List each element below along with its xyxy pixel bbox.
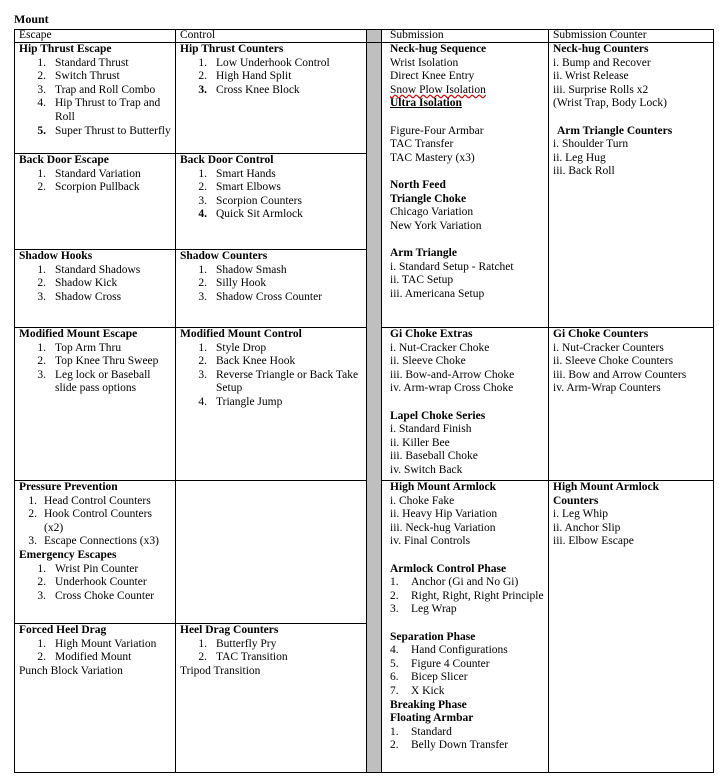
- list-item: 3. Scorpion Counters: [198, 194, 302, 207]
- list-item: 3. Escape Connections (x3): [28, 535, 159, 548]
- list-item: ii. Killer Bee: [390, 436, 450, 449]
- list-item: TAC Mastery (x3): [390, 151, 475, 164]
- list-item: 3. Shadow Cross: [37, 290, 122, 303]
- section-title: Floating Armbar: [390, 712, 474, 725]
- list-item: 1. Standard Shadows: [37, 263, 141, 276]
- list-item: 2. Hook Control Counters (x2): [28, 508, 152, 534]
- list-item: 1. Low Underhook Control: [198, 56, 330, 69]
- list-item: 1. Head Control Counters: [28, 494, 151, 507]
- list-item: 6. Bicep Slicer: [390, 671, 468, 684]
- cell-counter-neck-hug: [549, 43, 713, 327]
- list-item: 2. Switch Thrust: [37, 70, 120, 83]
- list-item: 5. Figure 4 Counter: [390, 657, 490, 670]
- cell-heel-drag-counters: [176, 624, 366, 772]
- header-submission-counter: Submission Counter: [553, 29, 647, 41]
- section-title: Breaking Phase: [390, 698, 467, 711]
- section-title: Back Door Control: [180, 154, 274, 166]
- section-title: Shadow Counters: [180, 250, 268, 262]
- section-title: High Mount Armlock: [390, 481, 497, 493]
- list-item: ii. Leg Hug: [553, 151, 606, 164]
- list-item: TAC Transfer: [390, 138, 454, 151]
- header-submission: Submission: [390, 29, 444, 41]
- list-item: 1. Shadow Smash: [198, 263, 287, 276]
- list-item: Wrist Isolation: [390, 56, 459, 69]
- list-item: 3. Leg lock or Baseball slide pass options: [37, 368, 151, 395]
- list-item: 1. Anchor (Gi and No Gi): [390, 576, 519, 589]
- list-item: 2. TAC Transition: [198, 651, 288, 664]
- list-item: iii. Elbow Escape: [553, 535, 634, 548]
- list-item: iii. Surprise Rolls x2: [553, 83, 649, 96]
- cell-hip-thrust-escape: [15, 43, 175, 153]
- section-title: Modified Mount Escape: [19, 328, 138, 340]
- cell-hip-thrust-counters: [176, 43, 366, 153]
- list-item: i. Bump and Recover: [553, 56, 651, 69]
- cell-back-door-control: [176, 154, 366, 249]
- list-item: iii. Bow and Arrow Counters: [553, 368, 687, 381]
- section-title: Gi Choke Extras: [390, 328, 473, 340]
- section-title: Lapel Choke Series: [390, 409, 486, 422]
- list-item: iii. Neck-hug Variation: [390, 521, 496, 534]
- header-escape: Escape: [19, 29, 52, 41]
- list-item: i. Leg Whip: [553, 508, 609, 521]
- list-item: 4. Triangle Jump: [198, 395, 283, 408]
- list-item: 1. High Mount Variation: [37, 637, 157, 650]
- section-title: Back Door Escape: [19, 154, 109, 166]
- cell-submission-neck-hug: [386, 43, 548, 327]
- list-item: 2. High Hand Split: [198, 70, 292, 83]
- list-item: ii. Heavy Hip Variation: [390, 508, 498, 521]
- list-item: New York Variation: [390, 219, 482, 232]
- list-item: iii. Bow-and-Arrow Choke: [390, 368, 515, 381]
- plain-line: Punch Block Variation: [19, 664, 123, 677]
- list-item: 3. Reverse Triangle or Back Take Setup: [198, 368, 359, 395]
- list-item: 1. Standard Thrust: [37, 56, 129, 69]
- cell-counter-gi-choke: [549, 328, 713, 480]
- cell-submission-high-mount-armlock: [386, 481, 548, 772]
- section-title: Modified Mount Control: [180, 328, 302, 340]
- list-item: 2. Smart Elbows: [198, 181, 281, 194]
- list-item: 1. Standard Variation: [37, 167, 141, 180]
- list-item: i. Nut-Cracker Counters: [553, 341, 664, 354]
- section-title: Arm Triangle Counters: [557, 124, 673, 137]
- list-item: (Wrist Trap, Body Lock): [553, 97, 667, 110]
- list-item: ii. Sleeve Choke: [390, 355, 466, 368]
- list-item: 1. Standard: [390, 725, 452, 738]
- list-item: iii. Americana Setup: [390, 287, 485, 300]
- table-border: [381, 29, 382, 773]
- list-item: 2. Silly Hook: [198, 277, 267, 290]
- list-item: 2. Modified Mount: [37, 651, 132, 664]
- list-item: 2. Top Knee Thru Sweep: [37, 355, 159, 368]
- section-title: Separation Phase: [390, 630, 476, 643]
- cell-forced-heel-drag: [15, 624, 175, 772]
- section-title: Hip Thrust Escape: [19, 43, 112, 55]
- list-item: iv. Switch Back: [390, 463, 463, 476]
- table-border: [366, 29, 367, 773]
- list-item: Snow Plow Isolation: [390, 83, 486, 96]
- list-item: iv. Arm-wrap Cross Choke: [390, 382, 514, 395]
- list-item: 3. Shadow Cross Counter: [198, 290, 323, 303]
- section-title: Arm Triangle: [390, 246, 457, 259]
- list-item: Figure-Four Armbar: [390, 124, 484, 137]
- cell-modified-mount-escape: [15, 328, 175, 480]
- cell-pressure-prevention: [15, 481, 175, 623]
- list-item: 3. Leg Wrap: [390, 603, 457, 616]
- section-title: Emergency Escapes: [19, 548, 117, 561]
- section-title: Heel Drag Counters: [180, 624, 279, 636]
- list-item: 3. Trap and Roll Combo: [37, 83, 156, 96]
- list-item: 2. Back Knee Hook: [198, 355, 296, 368]
- list-item: 7. X Kick: [390, 684, 445, 697]
- list-item: Chicago Variation: [390, 206, 474, 219]
- list-item: 2. Belly Down Transfer: [390, 739, 509, 752]
- cell-submission-gi-choke: [386, 328, 548, 480]
- list-item: ii. Wrist Release: [553, 70, 629, 83]
- list-item: 4. Hand Configurations: [390, 644, 508, 657]
- list-item: i. Standard Finish: [390, 423, 472, 436]
- list-item: Direct Knee Entry: [390, 70, 475, 83]
- cell-back-door-escape: [15, 154, 175, 249]
- list-item: iv. Final Controls: [390, 535, 471, 548]
- list-item: ii. Sleeve Choke Counters: [553, 355, 674, 368]
- list-item: i. Choke Fake: [390, 494, 455, 507]
- plain-line: Tripod Transition: [180, 664, 261, 677]
- list-item: 3. Cross Choke Counter: [37, 589, 155, 602]
- cell-shadow-counters: [176, 250, 366, 327]
- list-item: iii. Baseball Choke: [390, 450, 478, 463]
- cell-counter-high-mount-armlock: [549, 481, 713, 772]
- list-item: 4. Hip Thrust to Trap and Roll: [37, 97, 161, 123]
- section-title: Pressure Prevention: [19, 481, 118, 493]
- list-item: 1. Smart Hands: [198, 167, 276, 180]
- list-item: iii. Back Roll: [553, 165, 615, 178]
- list-item: 1. Top Arm Thru: [37, 341, 122, 354]
- table-border: [14, 772, 714, 773]
- list-item: 3. Cross Knee Block: [198, 83, 300, 96]
- list-item: i. Nut-Cracker Choke: [390, 341, 490, 354]
- list-item: i. Shoulder Turn: [553, 138, 629, 151]
- section-title: Shadow Hooks: [19, 250, 93, 262]
- section-title: Neck-hug Sequence: [390, 43, 487, 55]
- column-separator: [366, 29, 381, 772]
- list-item: 1. Style Drop: [198, 341, 267, 354]
- list-item: iv. Arm-Wrap Counters: [553, 382, 661, 395]
- section-title: Triangle Choke: [390, 192, 467, 205]
- section-title: Hip Thrust Counters: [180, 43, 284, 55]
- section-title: Gi Choke Counters: [553, 328, 649, 340]
- cell-modified-mount-control: [176, 328, 366, 480]
- section-title: Armlock Control Phase: [390, 562, 507, 575]
- cell-shadow-hooks: [15, 250, 175, 327]
- list-item: 4. Quick Sit Armlock: [198, 208, 303, 221]
- list-item: 2. Shadow Kick: [37, 277, 118, 290]
- list-item: ii. Anchor Slip: [553, 521, 621, 534]
- list-item: ii. TAC Setup: [390, 274, 454, 287]
- page-title: Mount: [14, 12, 49, 26]
- section-title: Forced Heel Drag: [19, 624, 107, 636]
- list-item: Ultra Isolation: [390, 97, 462, 110]
- section-title: Neck-hug Counters: [553, 43, 649, 55]
- section-title: North Feed: [390, 178, 446, 191]
- list-item: i. Standard Setup - Ratchet: [390, 260, 514, 273]
- list-item: 2. Scorpion Pullback: [37, 181, 140, 194]
- list-item: 2. Right, Right, Right Principle: [390, 589, 544, 602]
- header-control: Control: [180, 29, 216, 41]
- list-item: 1. Butterfly Pry: [198, 637, 277, 650]
- list-item: 2. Underhook Counter: [37, 576, 147, 589]
- list-item: 1. Wrist Pin Counter: [37, 562, 139, 575]
- table-border: [713, 29, 714, 773]
- list-item: 5. Super Thrust to Butterfly: [37, 124, 171, 137]
- section-title: High Mount Armlock Counters: [553, 481, 660, 507]
